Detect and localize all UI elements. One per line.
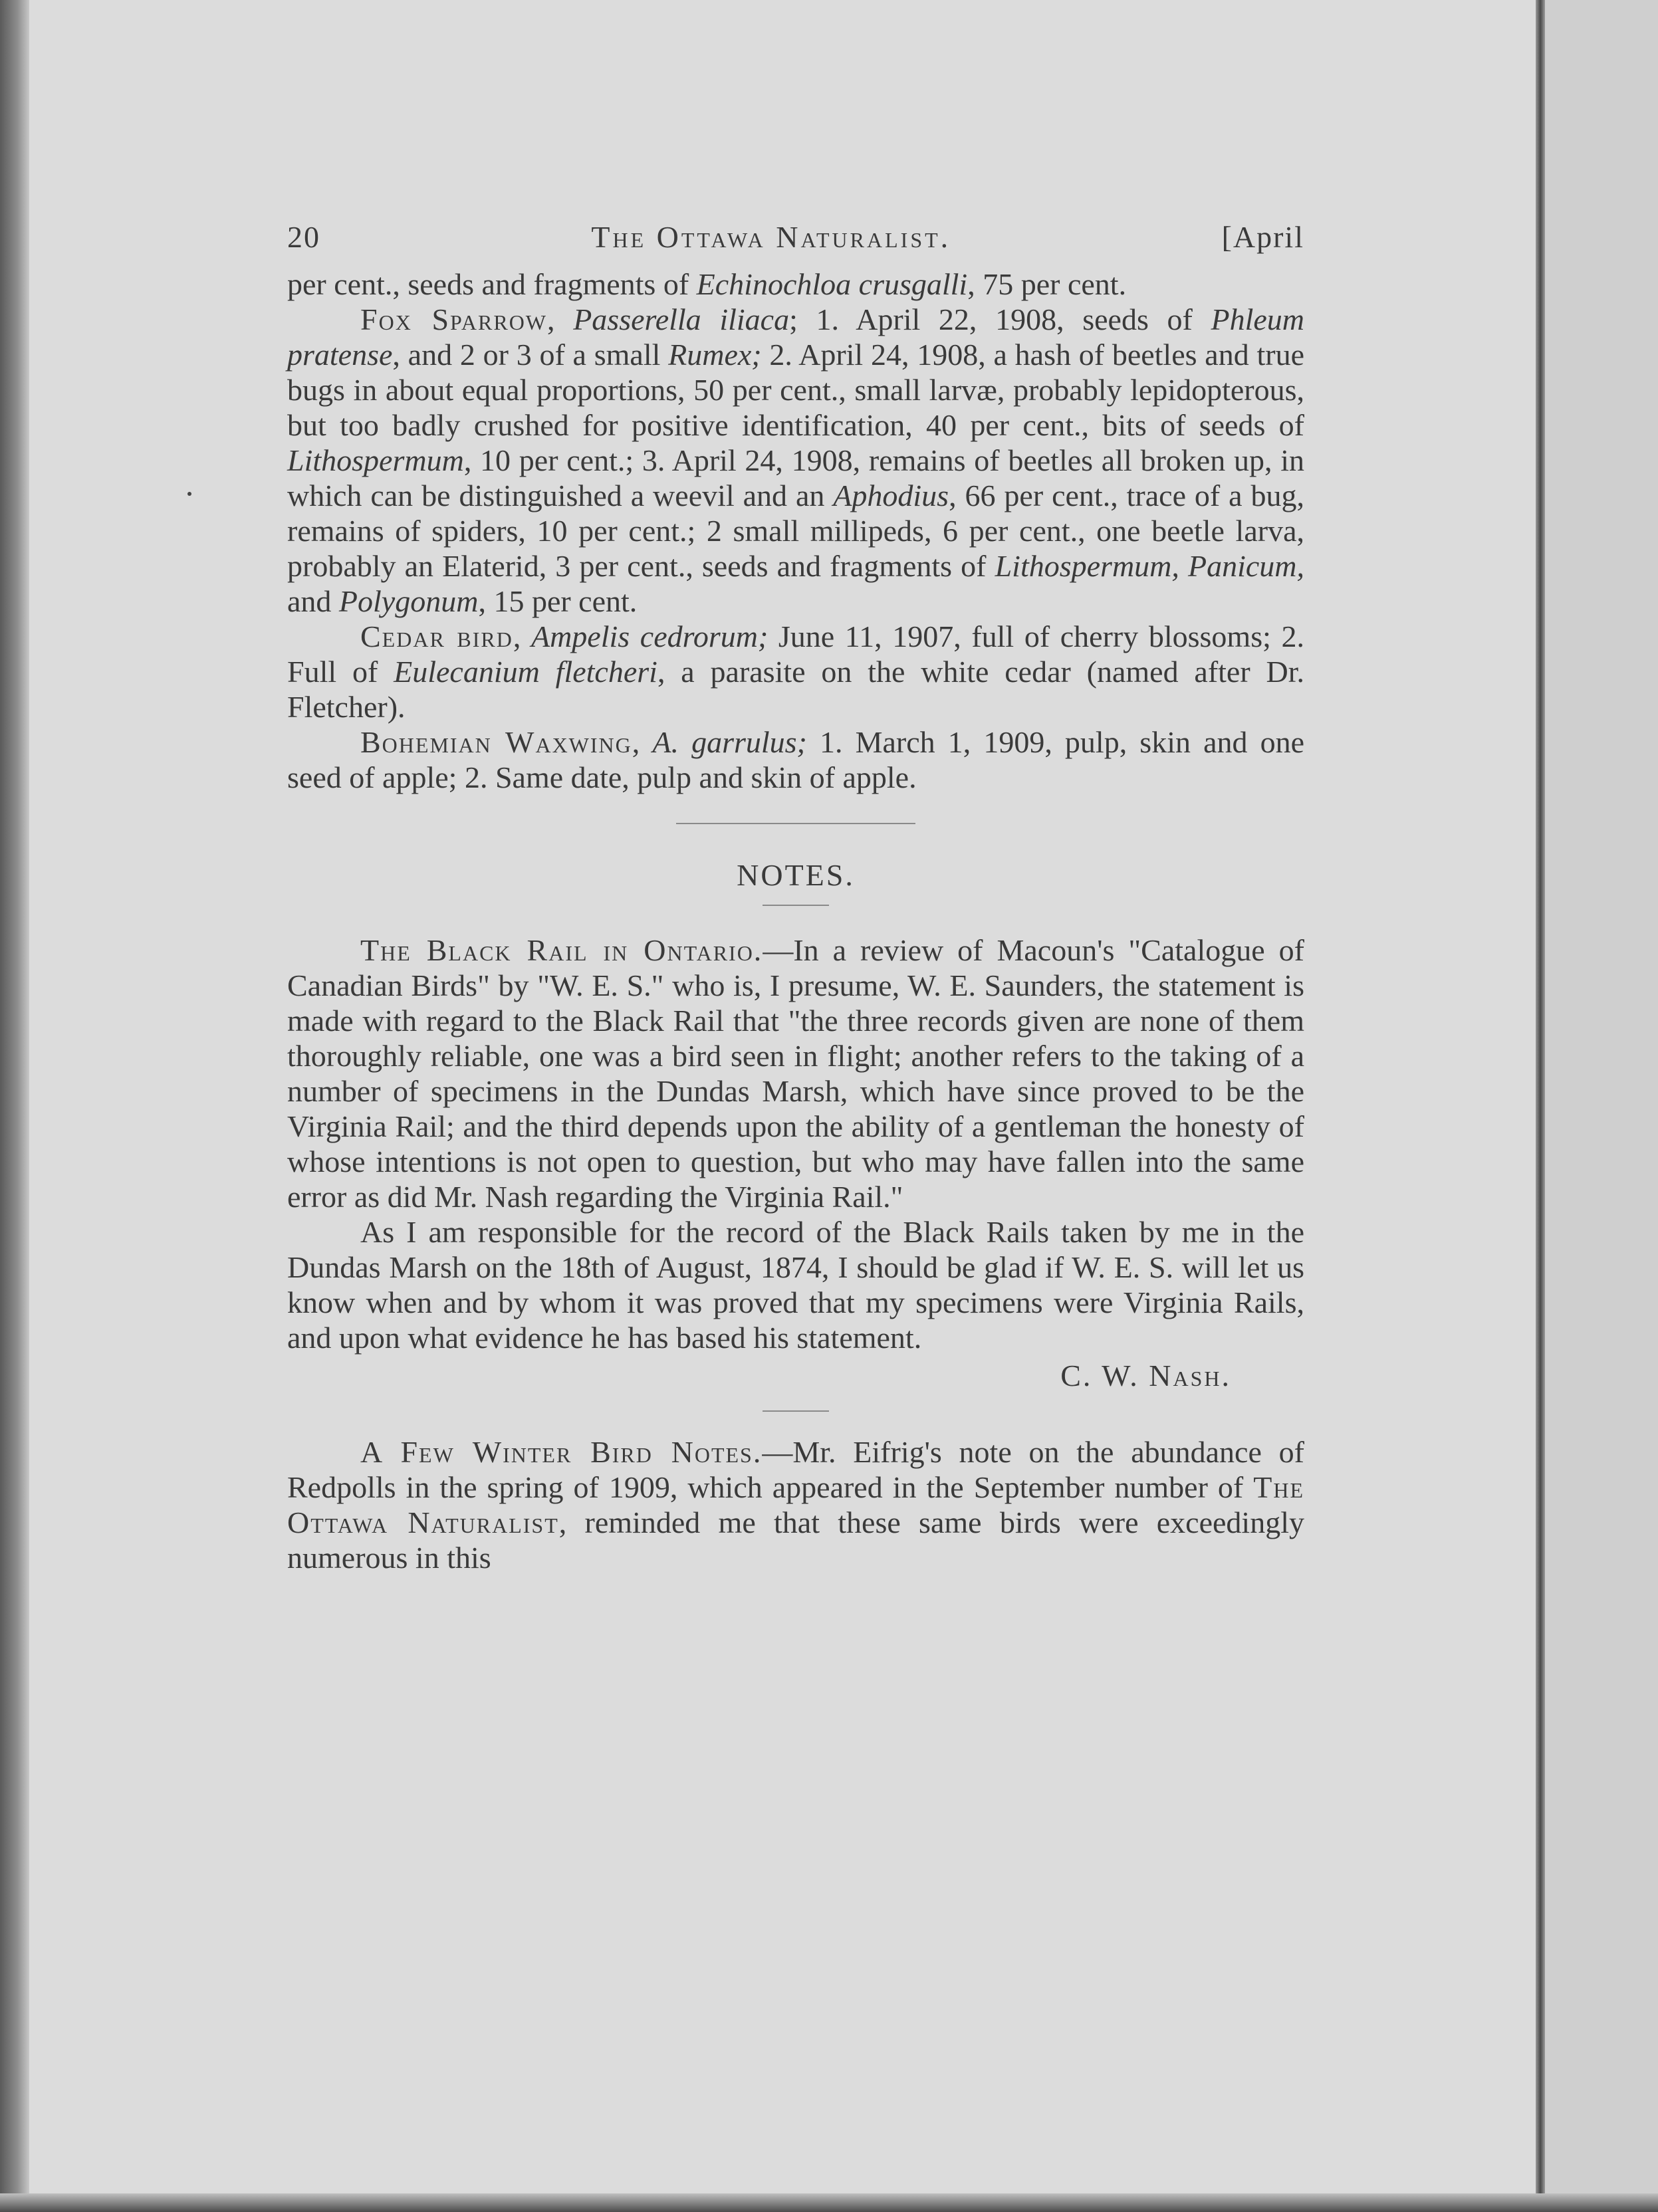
scan-left-edge	[0, 0, 29, 2212]
page-content	[287, 219, 1304, 1575]
section-divider	[676, 823, 915, 824]
black-rail-reply-paragraph: As I am responsible for the record of the Black Rails taken by me in the Dundas Marsh on the 18th of August, 1874, I should be glad if W. E. S. will let us know when and by whom it was proved that my specimens were Virginia Rails, and upon what evidence he has based his statement.	[287, 1215, 1304, 1355]
scan-speck	[187, 492, 191, 496]
note-heading: A Few Winter Bird Notes.	[360, 1435, 763, 1469]
entry-heading: Bohemian Waxwing	[360, 725, 632, 759]
author-signature: C. W. Nash.	[1060, 1359, 1231, 1392]
continuation-paragraph: per cent., seeds and fragments of Echinochloa crusgalli, 75 per cent.	[287, 267, 1127, 301]
fox-sparrow-entry: Fox Sparrow, Passerella iliaca; 1. April 22, 1908, seeds of Phleum pratense, and 2 or 3 of a small Rumex; 2. April 24, 1908, a hash of beetles and true bugs in about equal proportions, 50 per cent., small larvæ, probably lepidopterous, but too badly crushed for positive identification, 40 per cent., bits of seeds of Lithospermum, 10 per cent.; 3. April 24, 1908, remains of beetles all broken up, in which can be distinguished a weevil and an Aphodius, 66 per cent., trace of a bug, remains of spiders, 10 per cent.; 2 small millipeds, 6 per cent., one beetle larva, probably an Elaterid, 3 per cent., seeds and fragments of Lithospermum, Panicum, and Polygonum, 15 per cent.	[287, 302, 1305, 618]
entry-heading: Fox Sparrow	[360, 302, 548, 336]
latin-name: Ampelis cedrorum;	[531, 619, 769, 653]
facing-page-margin	[1545, 0, 1658, 2212]
cedar-bird-entry: Cedar bird, Ampelis cedrorum; June 11, 1907, full of cherry blossoms; 2. Full of Eulecanium fletcheri, a parasite on the white cedar (named after Dr. Fletcher).	[287, 619, 1304, 724]
running-header	[287, 219, 1304, 255]
page-number: 20	[287, 220, 320, 254]
heading-rule	[763, 905, 829, 906]
scan-bottom-edge	[0, 2193, 1658, 2212]
scan-right-edge	[1536, 0, 1545, 2212]
journal-title: The Ottawa Naturalist.	[591, 220, 951, 254]
notes-heading: NOTES.	[737, 858, 855, 892]
note-divider	[763, 1410, 829, 1412]
header-month: [April	[1221, 220, 1304, 254]
latin-name: Passerella iliaca	[573, 302, 790, 336]
winter-notes-paragraph: A Few Winter Bird Notes.—Mr. Eifrig's note on the abundance of Redpolls in the spring of 1909, which appeared in the September number of The Ottawa Naturalist, reminded me that these same birds were exceedingly numerous in this	[287, 1435, 1304, 1575]
entry-heading: Cedar bird	[360, 619, 513, 653]
bohemian-waxwing-entry: Bohemian Waxwing, A. garrulus; 1. March 1, 1909, pulp, skin and one seed of apple; 2. Same date, pulp and skin of apple.	[287, 725, 1304, 794]
black-rail-paragraph: The Black Rail in Ontario.—In a review of Macoun's "Catalogue of Canadian Birds" by "W. E. S." who is, I presume, W. E. Saunders, the statement is made with regard to the Black Rail that "the three records given are none of them thoroughly reliable, one was a bird seen in flight; another refers to the taking of a number of specimens in the Dundas Marsh, which have since proved to be the Virginia Rail; and the third depends upon the ability of a gentleman the honesty of whose intentions is not open to question, but who may have fallen into the same error as did Mr. Nash regarding the Virginia Rail."	[287, 933, 1304, 1214]
journal-reference: The Ottawa Naturalist	[287, 1470, 1304, 1539]
species-name: Echinochloa crusgalli	[696, 267, 968, 301]
latin-name: A. garrulus;	[652, 725, 807, 759]
note-heading: The Black Rail in Ontario.	[360, 933, 763, 967]
